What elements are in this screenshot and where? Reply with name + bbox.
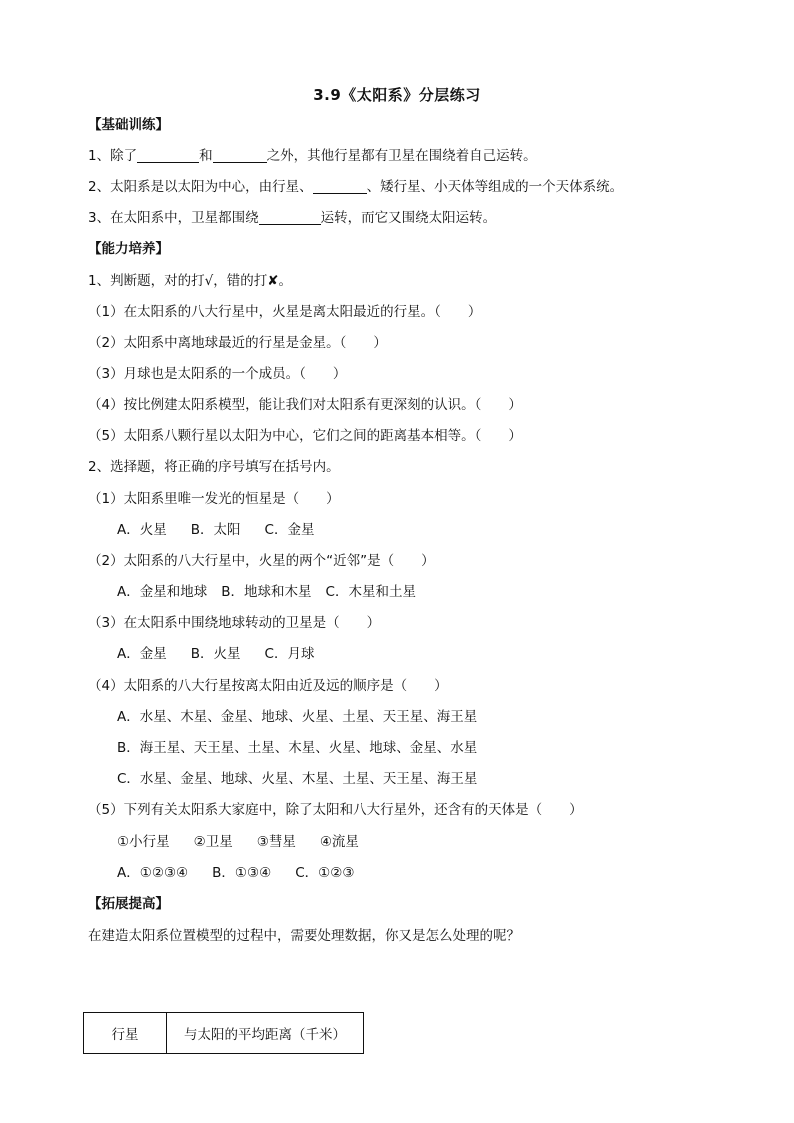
section-extend-heading: 【拓展提高】 <box>88 896 169 912</box>
choice-option: B．太阳 <box>190 522 241 538</box>
choice-option: C．金星 <box>264 522 315 538</box>
choice-option: B．地球和木星 <box>221 584 312 600</box>
choice-option: A．水星、木星、金星、地球、火星、土星、天王星、海王星 <box>117 709 478 725</box>
choice-question-4: （4）太阳系的八大行星按离太阳由近及远的顺序是（ ） <box>88 678 448 694</box>
judge-intro: 1、判断题，对的打√，错的打✘。 <box>88 273 293 289</box>
section-ability-heading: 【能力培养】 <box>88 241 169 257</box>
celestial-item: ①小行星 <box>117 834 170 850</box>
judge-item: （3）月球也是太阳系的一个成员。（ ） <box>88 366 347 382</box>
basic-q1-text-c: 之外，其他行星都有卫星在围绕着自己运转。 <box>266 148 537 164</box>
basic-q2-text-a: 2、太阳系是以太阳为中心，由行星、 <box>88 179 313 195</box>
basic-q3-text-a: 3、在太阳系中，卫星都围绕 <box>88 210 259 226</box>
basic-q1-text-b: 和 <box>199 148 213 164</box>
judge-item: （5）太阳系八颗行星以太阳为中心，它们之间的距离基本相等。（ ） <box>88 428 522 444</box>
basic-q1-text-a: 1、除了 <box>88 148 138 164</box>
choice-question-5: （5）下列有关太阳系大家庭中，除了太阳和八大行星外，还含有的天体是（ ） <box>88 802 583 818</box>
table-header-distance: 与太阳的平均距离（千米） <box>167 1013 364 1054</box>
choice-intro: 2、选择题，将正确的序号填写在括号内。 <box>88 459 340 475</box>
basic-q3-text-b: 运转，而它又围绕太阳运转。 <box>320 210 497 226</box>
choice-option: C．木星和土星 <box>325 584 416 600</box>
answer-blank[interactable] <box>313 179 367 194</box>
choice-option: A．金星和地球 <box>117 584 208 600</box>
judge-item: （1）在太阳系的八大行星中，火星是离太阳最近的行星。（ ） <box>88 304 482 320</box>
choice-question-2: （2）太阳系的八大行星中，火星的两个“近邻”是（ ） <box>88 553 435 569</box>
celestial-item: ②卫星 <box>193 834 233 850</box>
celestial-items <box>117 833 383 851</box>
table-row <box>84 1013 364 1054</box>
judge-item: （4）按比例建太阳系模型，能让我们对太阳系有更深刻的认识。（ ） <box>88 397 522 413</box>
answer-blank[interactable] <box>259 210 321 225</box>
choice-option: A．火星 <box>117 522 167 538</box>
basic-question-1 <box>88 147 537 165</box>
choice-options-3 <box>117 645 338 663</box>
choice-question-1: （1）太阳系里唯一发光的恒星是（ ） <box>88 491 340 507</box>
choice-options-5 <box>117 864 378 882</box>
choice-option: C．水星、金星、地球、火星、木星、土星、天王星、海王星 <box>117 771 478 787</box>
judge-item: （2）太阳系中离地球最近的行星是金星。（ ） <box>88 335 387 351</box>
choice-option: A．①②③④ <box>117 865 189 881</box>
choice-option: A．金星 <box>117 646 167 662</box>
choice-question-3: （3）在太阳系中围绕地球转动的卫星是（ ） <box>88 615 381 631</box>
celestial-item: ③彗星 <box>256 834 296 850</box>
answer-blank[interactable] <box>137 148 199 163</box>
choice-option: B．火星 <box>190 646 241 662</box>
table-header-planet: 行星 <box>84 1013 167 1054</box>
page-title: 3.9《太阳系》分层练习 <box>313 86 481 104</box>
basic-question-3 <box>88 209 496 227</box>
choice-options-2 <box>117 583 440 601</box>
distance-table <box>83 1012 364 1054</box>
basic-q2-text-b: 、矮行星、小天体等组成的一个天体系统。 <box>366 179 624 195</box>
choice-option: B．①③④ <box>212 865 272 881</box>
celestial-item: ④流星 <box>319 834 359 850</box>
basic-question-2 <box>88 178 623 196</box>
choice-option: C．月球 <box>264 646 315 662</box>
section-basic-heading: 【基础训练】 <box>88 117 169 133</box>
choice-options-1 <box>117 521 338 539</box>
choice-option: B．海王星、天王星、土星、木星、火星、地球、金星、水星 <box>117 740 478 756</box>
answer-blank[interactable] <box>213 148 267 163</box>
choice-option: C．①②③ <box>295 865 355 881</box>
extend-question: 在建造太阳系位置模型的过程中，需要处理数据，你又是怎么处理的呢？ <box>88 928 520 944</box>
